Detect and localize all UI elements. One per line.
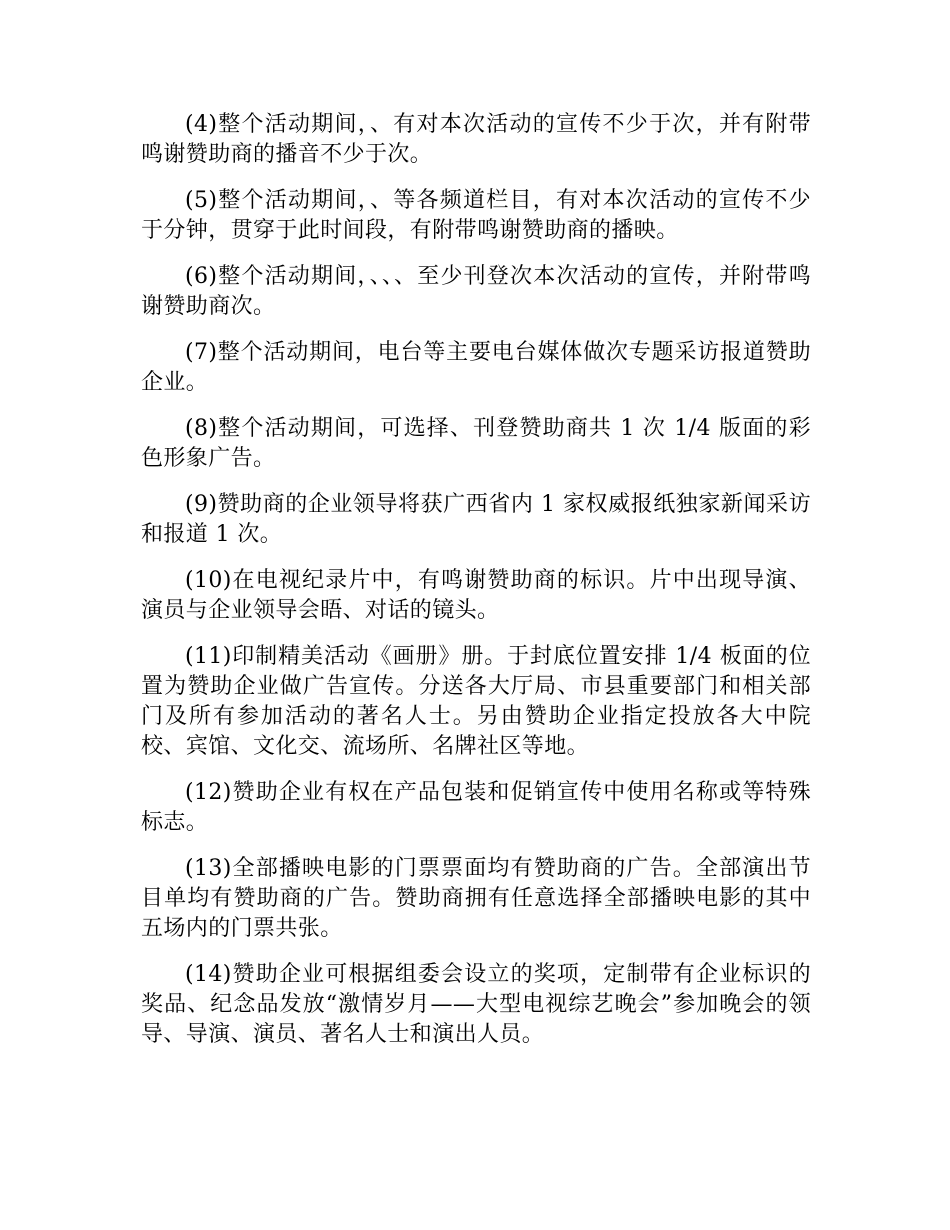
paragraph-item-6: (6)整个活动期间，、、、至少刊登次本次活动的宣传，并附带鸣谢赞助商次。 [141,264,811,319]
paragraph-item-5: (5)整个活动期间，、等各频道栏目，有对本次活动的宣传不少于分钟，贯穿于此时间段，有附带鸣谢赞助商的播映。 [141,188,811,243]
paragraph-item-8: (8)整个活动期间，可选择、刊登赞助商共 1 次 1/4 版面的彩色形象广告。 [141,416,811,471]
paragraph-item-12: (12)赞助企业有权在产品包装和促销宣传中使用名称或等特殊标志。 [141,780,811,835]
paragraph-item-10: (10)在电视纪录片中，有鸣谢赞助商的标识。片中出现导演、演员与企业领导会晤、对话的镜头。 [141,568,811,623]
paragraph-item-9: (9)赞助商的企业领导将获广西省内 1 家权威报纸独家新闻采访和报道 1 次。 [141,492,811,547]
paragraph-item-11: (11)印制精美活动《画册》册。于封底位置安排 1/4 板面的位置为赞助企业做广告宣传。分送各大厅局、市县重要部门和相关部门及所有参加活动的著名人士。另由赞助企业指定投放各大中院校、宾馆、文化交、流场所、名牌社区等地。 [141,644,811,759]
document-body [141,110,811,1066]
paragraph-item-7: (7)整个活动期间，电台等主要电台媒体做次专题采访报道赞助企业。 [141,340,811,395]
paragraph-item-4: (4)整个活动期间，、有对本次活动的宣传不少于次，并有附带鸣谢赞助商的播音不少于次。 [141,112,811,167]
paragraph-item-14: (14)赞助企业可根据组委会设立的奖项，定制带有企业标识的奖品、纪念品发放“激情岁月——大型电视综艺晚会”参加晚会的领导、导演、演员、著名人士和演出人员。 [141,962,811,1047]
paragraph-item-13: (13)全部播映电影的门票票面均有赞助商的广告。全部演出节目单均有赞助商的广告。赞助商拥有任意选择全部播映电影的其中五场内的门票共张。 [141,856,811,941]
